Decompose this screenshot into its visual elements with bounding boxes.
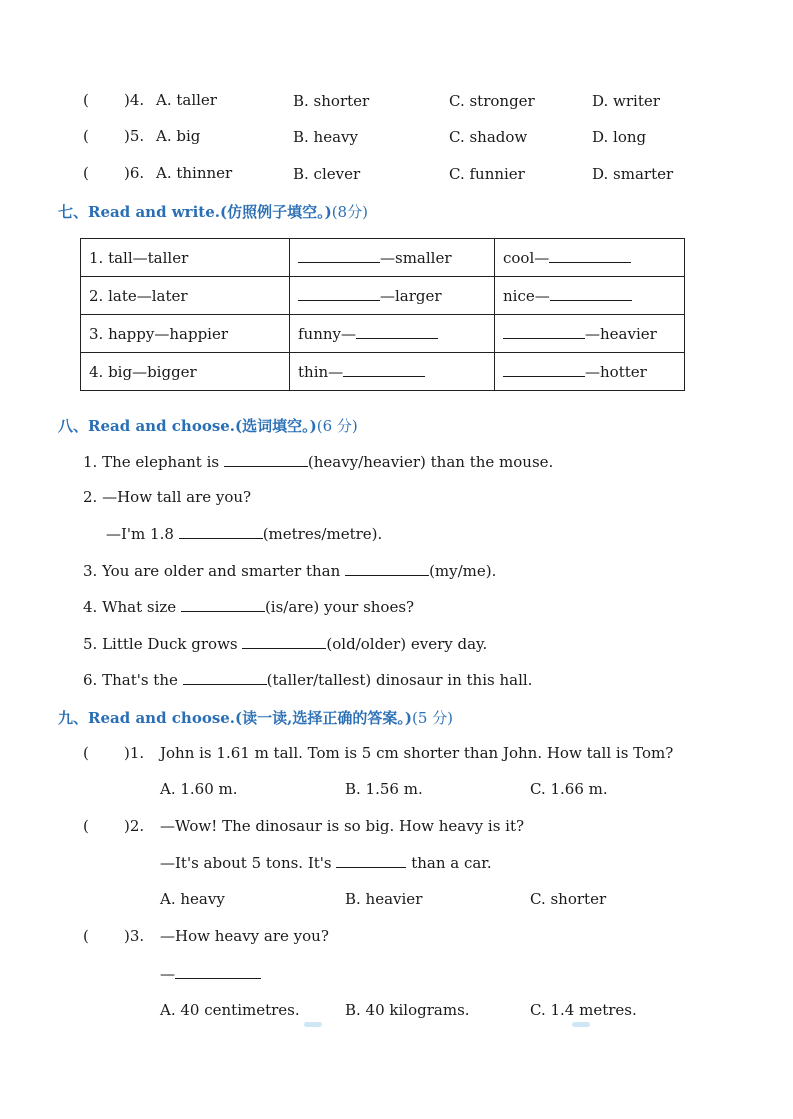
option-b: B. clever: [293, 165, 361, 183]
answer-paren[interactable]: (: [83, 744, 89, 762]
question-number: )2.: [124, 817, 145, 835]
question-text: (heavy/heavier) than the mouse.: [307, 453, 554, 471]
option-b[interactable]: B. 40 kilograms.: [345, 1001, 470, 1019]
question-8-2: [83, 488, 251, 506]
cell-text: nice—: [503, 287, 550, 305]
option-d: D. writer: [592, 92, 660, 110]
answer-blank[interactable]: [175, 964, 261, 979]
answer-blank[interactable]: [503, 324, 585, 339]
option-c[interactable]: C. 1.4 metres.: [530, 1001, 637, 1019]
decorative-mark: [304, 1022, 322, 1027]
table-cell: [81, 277, 290, 315]
answer-blank[interactable]: [549, 248, 631, 263]
cell-text: thin—: [298, 363, 344, 381]
table-cell[interactable]: [495, 277, 685, 315]
question-text: —Wow! The dinosaur is so big. How heavy is it?: [160, 817, 525, 835]
table-cell[interactable]: [290, 353, 495, 391]
answer-blank[interactable]: [550, 286, 632, 301]
table-row: [81, 239, 685, 277]
cell-text: —larger: [380, 287, 442, 305]
answer-blank[interactable]: [179, 524, 263, 539]
heading-text: 七、Read and write.: [58, 203, 220, 221]
question-number: )1.: [124, 744, 145, 762]
cell-text: funny—: [298, 325, 357, 343]
option-a[interactable]: A. 40 centimetres.: [160, 1001, 300, 1019]
question-text: (taller/tallest) dinosaur in this hall.: [266, 671, 533, 689]
heading-cn: (读一读,选择正确的答案。): [235, 709, 412, 727]
question-text: 2. —How tall are you?: [83, 488, 252, 506]
option-d: D. smarter: [592, 165, 674, 183]
heading-cn: (选词填空。): [235, 417, 317, 435]
question-8-6: [83, 670, 532, 689]
answer-blank[interactable]: [336, 853, 406, 868]
answer-blank[interactable]: [181, 597, 265, 612]
question-text: (old/older) every day.: [326, 635, 488, 653]
answer-paren[interactable]: (: [83, 817, 89, 835]
option-c: C. stronger: [449, 92, 535, 110]
table-cell: [81, 239, 290, 277]
write-table: [80, 238, 685, 391]
question-text: —How heavy are you?: [160, 927, 329, 945]
table-cell[interactable]: [495, 239, 685, 277]
answer-blank[interactable]: [345, 561, 429, 576]
option-c[interactable]: C. 1.66 m.: [530, 780, 608, 798]
answer-blank[interactable]: [343, 362, 425, 377]
paren: (: [83, 164, 89, 182]
option-a: A. big: [156, 127, 201, 145]
table-row: [81, 353, 685, 391]
heading-text: 八、Read and choose.: [58, 417, 236, 435]
cell-text: —heavier: [585, 325, 657, 343]
table-cell: [81, 315, 290, 353]
question-text: 6. That's the: [83, 671, 178, 689]
section-heading-8: [58, 415, 358, 436]
heading-points: (8分): [331, 203, 368, 221]
option-c[interactable]: C. shorter: [530, 890, 607, 908]
answer-blank[interactable]: [298, 248, 380, 263]
question-number: )3.: [124, 927, 145, 945]
question-text-line2: [160, 853, 492, 872]
answer-line: [160, 964, 261, 983]
question-text: 1. The elephant is: [83, 453, 220, 471]
option-b: B. heavy: [293, 128, 358, 146]
question-8-4: [83, 597, 414, 616]
heading-cn: (仿照例子填空。): [219, 203, 332, 221]
answer-blank[interactable]: [503, 362, 585, 377]
option-a[interactable]: A. heavy: [160, 890, 225, 908]
question-text: 3. You are older and smarter than: [83, 562, 341, 580]
question-number: )4.: [124, 91, 145, 109]
section-heading-7: [58, 201, 368, 222]
question-text: —I'm 1.8: [106, 525, 174, 543]
question-text: John is 1.61 m tall. Tom is 5 cm shorter than John. How tall is Tom?: [160, 744, 674, 762]
table-cell[interactable]: [495, 353, 685, 391]
section-heading-9: [58, 707, 453, 728]
dash: —: [160, 965, 175, 983]
decorative-mark: [572, 1022, 590, 1027]
question-number: )5.: [124, 127, 145, 145]
example-text: 4. big—bigger: [89, 362, 197, 381]
question-8-5: [83, 634, 487, 653]
cell-text: cool—: [503, 249, 550, 267]
question-8-2-answer: [106, 524, 382, 543]
example-text: 3. happy—happier: [89, 324, 229, 343]
answer-paren[interactable]: (: [83, 927, 89, 945]
question-text: than a car.: [411, 854, 492, 872]
option-d: D. long: [592, 128, 647, 146]
option-c: C. funnier: [449, 165, 525, 183]
option-c: C. shadow: [449, 128, 528, 146]
question-text: (my/me).: [429, 562, 497, 580]
table-row: [81, 277, 685, 315]
answer-blank[interactable]: [224, 452, 308, 467]
answer-blank[interactable]: [356, 324, 438, 339]
example-text: 2. late—later: [89, 286, 188, 305]
cell-text: —smaller: [380, 249, 452, 267]
option-b[interactable]: B. 1.56 m.: [345, 780, 423, 798]
answer-blank[interactable]: [242, 634, 326, 649]
question-number: )6.: [124, 164, 145, 182]
option-b[interactable]: B. heavier: [345, 890, 423, 908]
question-text: 4. What size: [83, 598, 177, 616]
table-cell[interactable]: [495, 315, 685, 353]
cell-text: —hotter: [585, 363, 647, 381]
question-8-1: [83, 452, 553, 471]
option-a: A. taller: [156, 91, 217, 109]
heading-points: (5 分): [411, 709, 453, 727]
answer-blank[interactable]: [298, 286, 380, 301]
table-row: [81, 315, 685, 353]
heading-text: 九、Read and choose.: [58, 709, 236, 727]
option-b: B. shorter: [293, 92, 370, 110]
paren: (: [83, 91, 89, 109]
table-cell[interactable]: [290, 239, 495, 277]
example-text: 1. tall—taller: [89, 248, 189, 267]
answer-blank[interactable]: [183, 670, 267, 685]
question-text: —It's about 5 tons. It's: [160, 854, 332, 872]
question-text: (is/are) your shoes?: [264, 598, 415, 616]
question-text: 5. Little Duck grows: [83, 635, 238, 653]
heading-points: (6 分): [316, 417, 358, 435]
option-a: A. thinner: [156, 164, 233, 182]
table-cell[interactable]: [290, 277, 495, 315]
table-cell[interactable]: [290, 315, 495, 353]
question-8-3: [83, 561, 496, 580]
paren: (: [83, 127, 89, 145]
option-a[interactable]: A. 1.60 m.: [160, 780, 238, 798]
table-cell: [81, 353, 290, 391]
question-text: (metres/metre).: [262, 525, 383, 543]
